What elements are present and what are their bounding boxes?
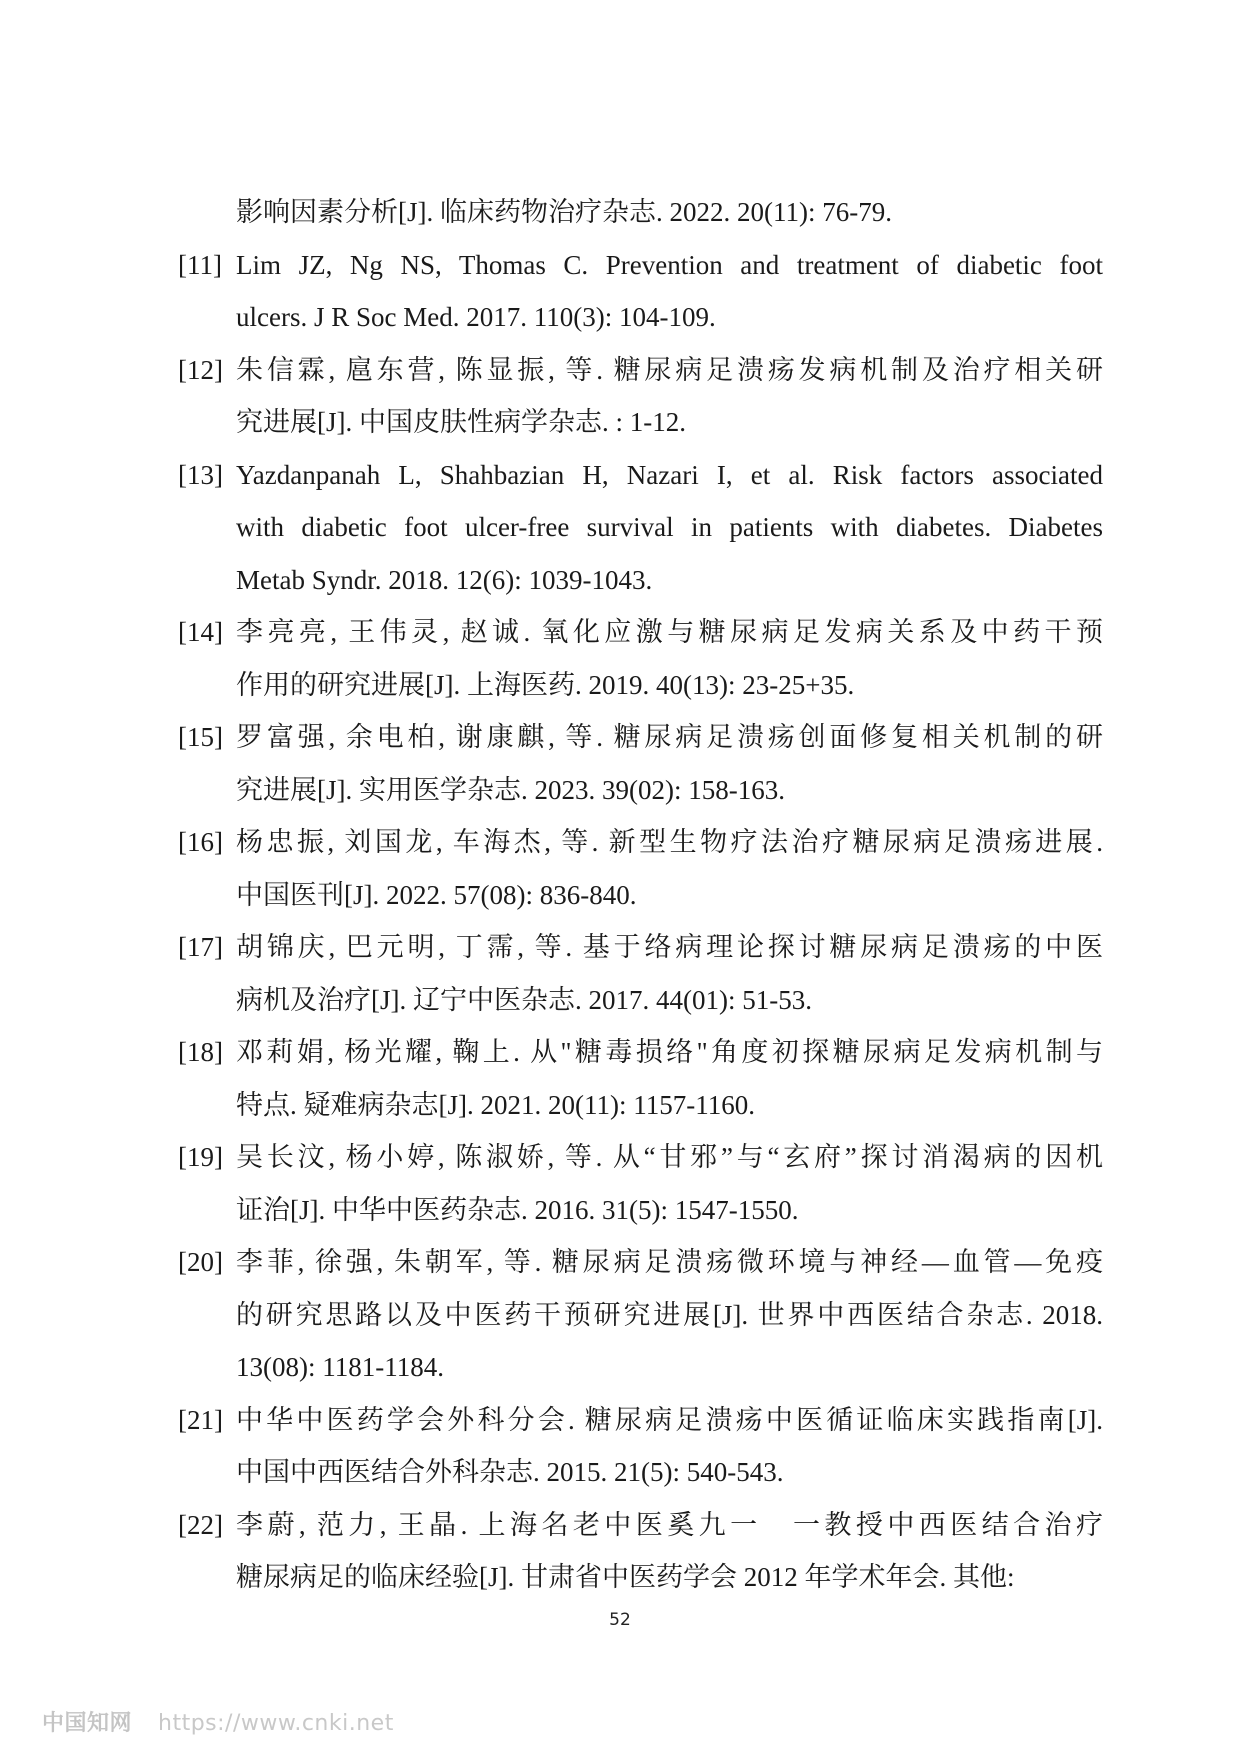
reference-text: 吴长汶, 杨小婷, 陈淑娇, 等. 从“甘邪”与“玄府”探讨消渴病的因机 bbox=[236, 1142, 1103, 1172]
reference-line bbox=[178, 501, 1103, 554]
reference-text: 影响因素分析[J]. 临床药物治疗杂志. 2022. 20(11): 76-79. bbox=[236, 197, 892, 227]
reference-line bbox=[178, 711, 1103, 764]
reference-text: 究进展[J]. 实用医学杂志. 2023. 39(02): 158-163. bbox=[236, 774, 785, 805]
reference-line bbox=[178, 1341, 1103, 1394]
reference-text: Lim JZ, Ng NS, Thomas C. Prevention and treatment of diabetic foot bbox=[236, 249, 1103, 280]
reference-text: 李蔚, 范力, 王晶. 上海名老中医奚九一 一教授中西医结合治疗 bbox=[236, 1509, 1103, 1540]
reference-line bbox=[178, 921, 1103, 974]
reference-line bbox=[178, 291, 1103, 344]
reference-line bbox=[178, 764, 1103, 817]
reference-line bbox=[178, 449, 1103, 502]
reference-text: 中国中西医结合外科杂志. 2015. 21(5): 540-543. bbox=[236, 1457, 784, 1487]
reference-text: Yazdanpanah L, Shahbazian H, Nazari I, et al. Risk factors associated bbox=[236, 459, 1103, 490]
reference-number: [18] bbox=[178, 1037, 223, 1067]
reference-number: [15] bbox=[178, 722, 223, 752]
reference-line bbox=[178, 1236, 1103, 1289]
reference-line bbox=[178, 239, 1103, 292]
reference-line bbox=[178, 1131, 1103, 1184]
reference-text: 李亮亮, 王伟灵, 赵诚. 氧化应激与糖尿病足发病关系及中药干预 bbox=[236, 617, 1103, 647]
reference-number: [20] bbox=[178, 1247, 223, 1277]
page-number: 52 bbox=[609, 1610, 631, 1630]
reference-text: 糖尿病足的临床经验[J]. 甘肃省中医药学会 2012 年学术年会. 其他: bbox=[236, 1562, 1015, 1592]
watermark-logo: 中国知网 bbox=[42, 1711, 133, 1736]
reference-text: 邓莉娟, 杨光耀, 鞠上. 从"糖毒损络"角度初探糖尿病足发病机制与 bbox=[236, 1037, 1103, 1067]
reference-number: [19] bbox=[178, 1142, 223, 1172]
reference-text: 病机及治疗[J]. 辽宁中医杂志. 2017. 44(01): 51-53. bbox=[236, 984, 812, 1015]
reference-number: [22] bbox=[178, 1509, 223, 1540]
reference-number: [13] bbox=[178, 459, 223, 490]
reference-number: [17] bbox=[178, 932, 223, 962]
reference-line bbox=[178, 1184, 1103, 1237]
reference-line bbox=[178, 1499, 1103, 1552]
reference-line bbox=[178, 344, 1103, 397]
reference-text: 李菲, 徐强, 朱朝军, 等. 糖尿病足溃疡微环境与神经—血管—免疫 bbox=[236, 1247, 1103, 1277]
reference-line bbox=[178, 1079, 1103, 1132]
reference-line bbox=[178, 1446, 1103, 1499]
reference-line bbox=[178, 1394, 1103, 1447]
reference-line bbox=[178, 869, 1103, 922]
reference-text: 作用的研究进展[J]. 上海医药. 2019. 40(13): 23-25+35. bbox=[236, 669, 855, 700]
reference-line bbox=[178, 1026, 1103, 1079]
reference-number: [11] bbox=[178, 249, 222, 280]
reference-number: [21] bbox=[178, 1404, 223, 1435]
reference-text: 胡锦庆, 巴元明, 丁霈, 等. 基于络病理论探讨糖尿病足溃疡的中医 bbox=[236, 932, 1103, 962]
reference-text: 究进展[J]. 中国皮肤性病学杂志. : 1-12. bbox=[236, 407, 686, 437]
reference-text: 证治[J]. 中华中医药杂志. 2016. 31(5): 1547-1550. bbox=[236, 1194, 799, 1225]
reference-line bbox=[178, 554, 1103, 607]
reference-text: Metab Syndr. 2018. 12(6): 1039-1043. bbox=[236, 564, 653, 595]
reference-line bbox=[178, 659, 1103, 712]
watermark-url: https://www.cnki.net bbox=[158, 1711, 394, 1736]
reference-text: 13(08): 1181-1184. bbox=[236, 1352, 444, 1382]
reference-list bbox=[178, 186, 1103, 1604]
reference-line bbox=[178, 974, 1103, 1027]
reference-number: [12] bbox=[178, 354, 223, 385]
reference-text: 朱信霖, 扈东营, 陈显振, 等. 糖尿病足溃疡发病机制及治疗相关研 bbox=[236, 354, 1103, 385]
reference-text: 的研究思路以及中医药干预研究进展[J]. 世界中西医结合杂志. 2018. bbox=[236, 1299, 1103, 1330]
reference-line bbox=[178, 186, 1103, 239]
reference-line bbox=[178, 606, 1103, 659]
reference-text: ulcers. J R Soc Med. 2017. 110(3): 104-109. bbox=[236, 302, 716, 332]
reference-text: 罗富强, 余电柏, 谢康麒, 等. 糖尿病足溃疡创面修复相关机制的研 bbox=[236, 722, 1103, 752]
reference-line bbox=[178, 816, 1103, 869]
reference-text: with diabetic foot ulcer-free survival in patients with diabetes. Diabetes bbox=[236, 512, 1103, 542]
reference-number: [16] bbox=[178, 827, 223, 857]
reference-line bbox=[178, 1289, 1103, 1342]
reference-text: 中华中医药学会外科分会. 糖尿病足溃疡中医循证临床实践指南[J]. bbox=[236, 1404, 1103, 1435]
reference-text: 特点. 疑难病杂志[J]. 2021. 20(11): 1157-1160. bbox=[236, 1089, 755, 1120]
reference-line bbox=[178, 396, 1103, 449]
reference-text: 中国医刊[J]. 2022. 57(08): 836-840. bbox=[236, 879, 637, 910]
reference-text: 杨忠振, 刘国龙, 车海杰, 等. 新型生物疗法治疗糖尿病足溃疡进展. bbox=[236, 827, 1103, 857]
cnki-watermark bbox=[42, 1706, 394, 1737]
reference-line bbox=[178, 1551, 1103, 1604]
reference-number: [14] bbox=[178, 617, 223, 647]
